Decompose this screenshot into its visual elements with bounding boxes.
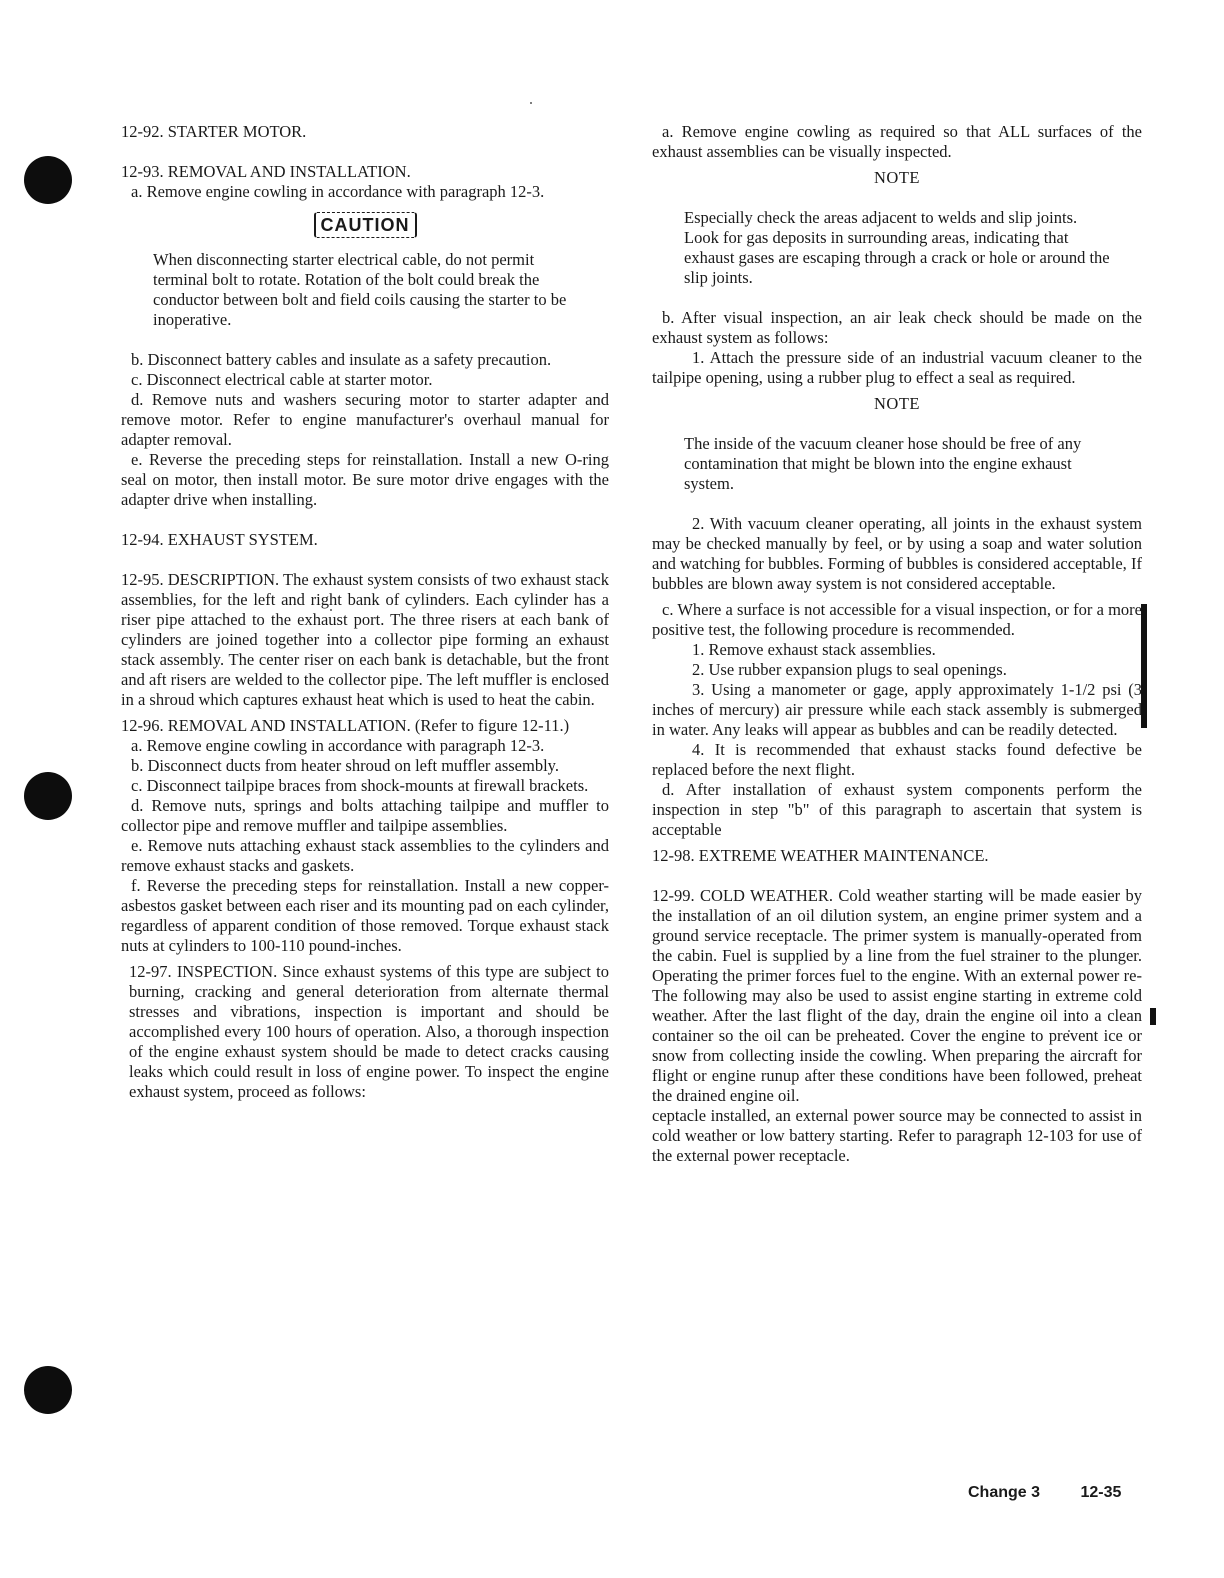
step-d: d. Remove nuts and washers securing motor to starter adapter and remove motor. Refer to engine manufacturer's overhaul manual for adapter removal. bbox=[121, 390, 609, 449]
exhaust-step-e: e. Remove nuts attaching exhaust stack assemblies to the cylinders and remove exhaust stacks and gaskets. bbox=[121, 836, 609, 875]
step-a: a. Remove engine cowling in accordance with paragraph 12-3. bbox=[131, 182, 545, 201]
page-footer bbox=[968, 1484, 1121, 1502]
heading-starter-motor: 12-92. STARTER MOTOR. bbox=[121, 122, 307, 141]
inspect-step-c: c. Where a surface is not accessible for a visual inspection, or for a more positive test, the following procedure is recommended. bbox=[652, 600, 1142, 639]
left-column bbox=[121, 122, 609, 1102]
note-text-2: The inside of the vacuum cleaner hose should be free of any contamination that might be blown into the engine exhaust system. bbox=[684, 434, 1082, 493]
exhaust-step-a: a. Remove engine cowling in accordance with paragraph 12-3. bbox=[131, 736, 545, 755]
punch-hole-middle bbox=[24, 772, 72, 820]
inspect-step-b2: 2. With vacuum cleaner operating, all joints in the exhaust system may be checked manually by feel, or by using a soap and water solution and watching for bubbles. Forming of bubbles is considered acceptable, If bubbles are blown away system is not considered acceptable. bbox=[652, 514, 1142, 593]
exhaust-step-d: d. Remove nuts, springs and bolts attaching tailpipe and muffler to collector pipe and remove muffler and tailpipe assemblies. bbox=[121, 796, 609, 835]
heading-exhaust-system: 12-94. EXHAUST SYSTEM. bbox=[121, 530, 318, 549]
para-receptacle: ceptacle installed, an external power source may be connected to assist in cold weather or low battery starting. Refer to paragraph 12-103 for use of the external power receptacle. bbox=[652, 1106, 1142, 1165]
note-text-1: Especially check the areas adjacent to welds and slip joints. Look for gas deposits in surrounding areas, indicating that exhaust gases are escaping through a crack or hole or around the slip joints. bbox=[684, 208, 1110, 287]
caution-label: CAUTION bbox=[314, 212, 417, 238]
para-cold-weather: 12-99. COLD WEATHER. Cold weather starting will be made easier by the installation of an oil dilution system, an engine primer system and a ground service receptacle. The primer system is manually-operated from the cabin. Fuel is supplied by a line from the fuel strainer to the plunger. Operating the primer forces fuel to the engine. With an external power re- The following may also be used to assist engine starting in extreme cold weather. After the last flight of the day, drain the engine oil into a clean container so the oil can be preheated. Cover the engine to prevent ice or snow from collecting inside the cowling. When preparing the aircraft for flight or engine runup after these conditions have been followed, preheat the drained engine oil. bbox=[652, 886, 1142, 1105]
exhaust-step-b: b. Disconnect ducts from heater shroud on left muffler assembly. bbox=[131, 756, 559, 775]
exhaust-step-c: c. Disconnect tailpipe braces from shock-mounts at firewall brackets. bbox=[131, 776, 589, 795]
scan-speck bbox=[530, 102, 532, 104]
note-label-1: NOTE bbox=[874, 168, 920, 187]
step-c: c. Disconnect electrical cable at starter motor. bbox=[131, 370, 433, 389]
heading-extreme-weather: 12-98. EXTREME WEATHER MAINTENANCE. bbox=[652, 846, 989, 865]
heading-removal-installation: 12-93. REMOVAL AND INSTALLATION. bbox=[121, 162, 411, 181]
punch-hole-bottom bbox=[24, 1366, 72, 1414]
change-number: Change 3 bbox=[968, 1484, 1041, 1501]
right-column bbox=[652, 122, 1142, 1166]
inspect-step-b: b. After visual inspection, an air leak check should be made on the exhaust system as follows: bbox=[652, 308, 1142, 347]
inspect-step-c1: 1. Remove exhaust stack assemblies. bbox=[692, 640, 936, 659]
note-label-2: NOTE bbox=[874, 394, 920, 413]
para-inspection: 12-97. INSPECTION. Since exhaust systems of this type are subject to burning, cracking and general deterioration from alternate thermal stresses and vibrations, inspection is important and should be accomplished every 100 hours of operation. Also, a thorough inspection of the engine exhaust system should be made to detect cracks causing leaks which could result in loss of engine power. To inspect the engine exhaust system, proceed as follows: bbox=[129, 962, 609, 1101]
para-removal-installation: 12-96. REMOVAL AND INSTALLATION. (Refer to figure 12-11.) bbox=[121, 716, 570, 735]
inspect-step-a: a. Remove engine cowling as required so that ALL surfaces of the exhaust assemblies can be visually inspected. bbox=[652, 122, 1142, 161]
inspect-step-d: d. After installation of exhaust system components perform the inspection in step "b" of this paragraph to ascertain that system is acceptable bbox=[652, 780, 1142, 839]
caution-box bbox=[121, 212, 609, 238]
step-e: e. Reverse the preceding steps for reinstallation. Install a new O-ring seal on motor, then install motor. Be sure motor drive engages with the adapter drive when installing. bbox=[121, 450, 609, 509]
inspect-step-b1: 1. Attach the pressure side of an industrial vacuum cleaner to the tailpipe opening, using a rubber plug to effect a seal as required. bbox=[652, 348, 1142, 387]
punch-hole-top bbox=[24, 156, 72, 204]
step-b: b. Disconnect battery cables and insulate as a safety precaution. bbox=[131, 350, 552, 369]
inspect-step-c4: 4. It is recommended that exhaust stacks found defective be replaced before the next flight. bbox=[652, 740, 1142, 779]
inspect-step-c2: 2. Use rubber expansion plugs to seal openings. bbox=[692, 660, 1007, 679]
caution-text: When disconnecting starter electrical cable, do not permit terminal bolt to rotate. Rotation of the bolt could break the conductor between bolt and field coils causing the starter to be inoperative. bbox=[153, 250, 567, 329]
page-number: 12-35 bbox=[1080, 1484, 1122, 1501]
para-description: 12-95. DESCRIPTION. The exhaust system consists of two exhaust stack assemblies, for the left and right bank of cylinders. Each cylinder has a riser pipe attached to the exhaust port. The three risers at each bank of cylinders are joined together into a collector pipe forming an exhaust stack assembly. The center riser on each bank is detachable, but the front and aft risers are welded to the collector pipe. The left muffler is enclosed in a shroud which captures exhaust heat which is used to heat the cabin. bbox=[121, 570, 609, 709]
exhaust-step-f: f. Reverse the preceding steps for reinstallation. Install a new copper-asbestos gasket between each riser and its mounting pad on each cylinder, regardless of apparent condition of those removed. Torque exhaust stack nuts at cylinders to 100-110 pound-inches. bbox=[121, 876, 609, 955]
inspect-step-c3: 3. Using a manometer or gage, apply approximately 1-1/2 psi (3 inches of mercury) air pressure while each stack assembly is submerged in water. Any leaks will appear as bubbles and can be readily detected. bbox=[652, 680, 1142, 739]
change-bar-short bbox=[1150, 1008, 1156, 1025]
